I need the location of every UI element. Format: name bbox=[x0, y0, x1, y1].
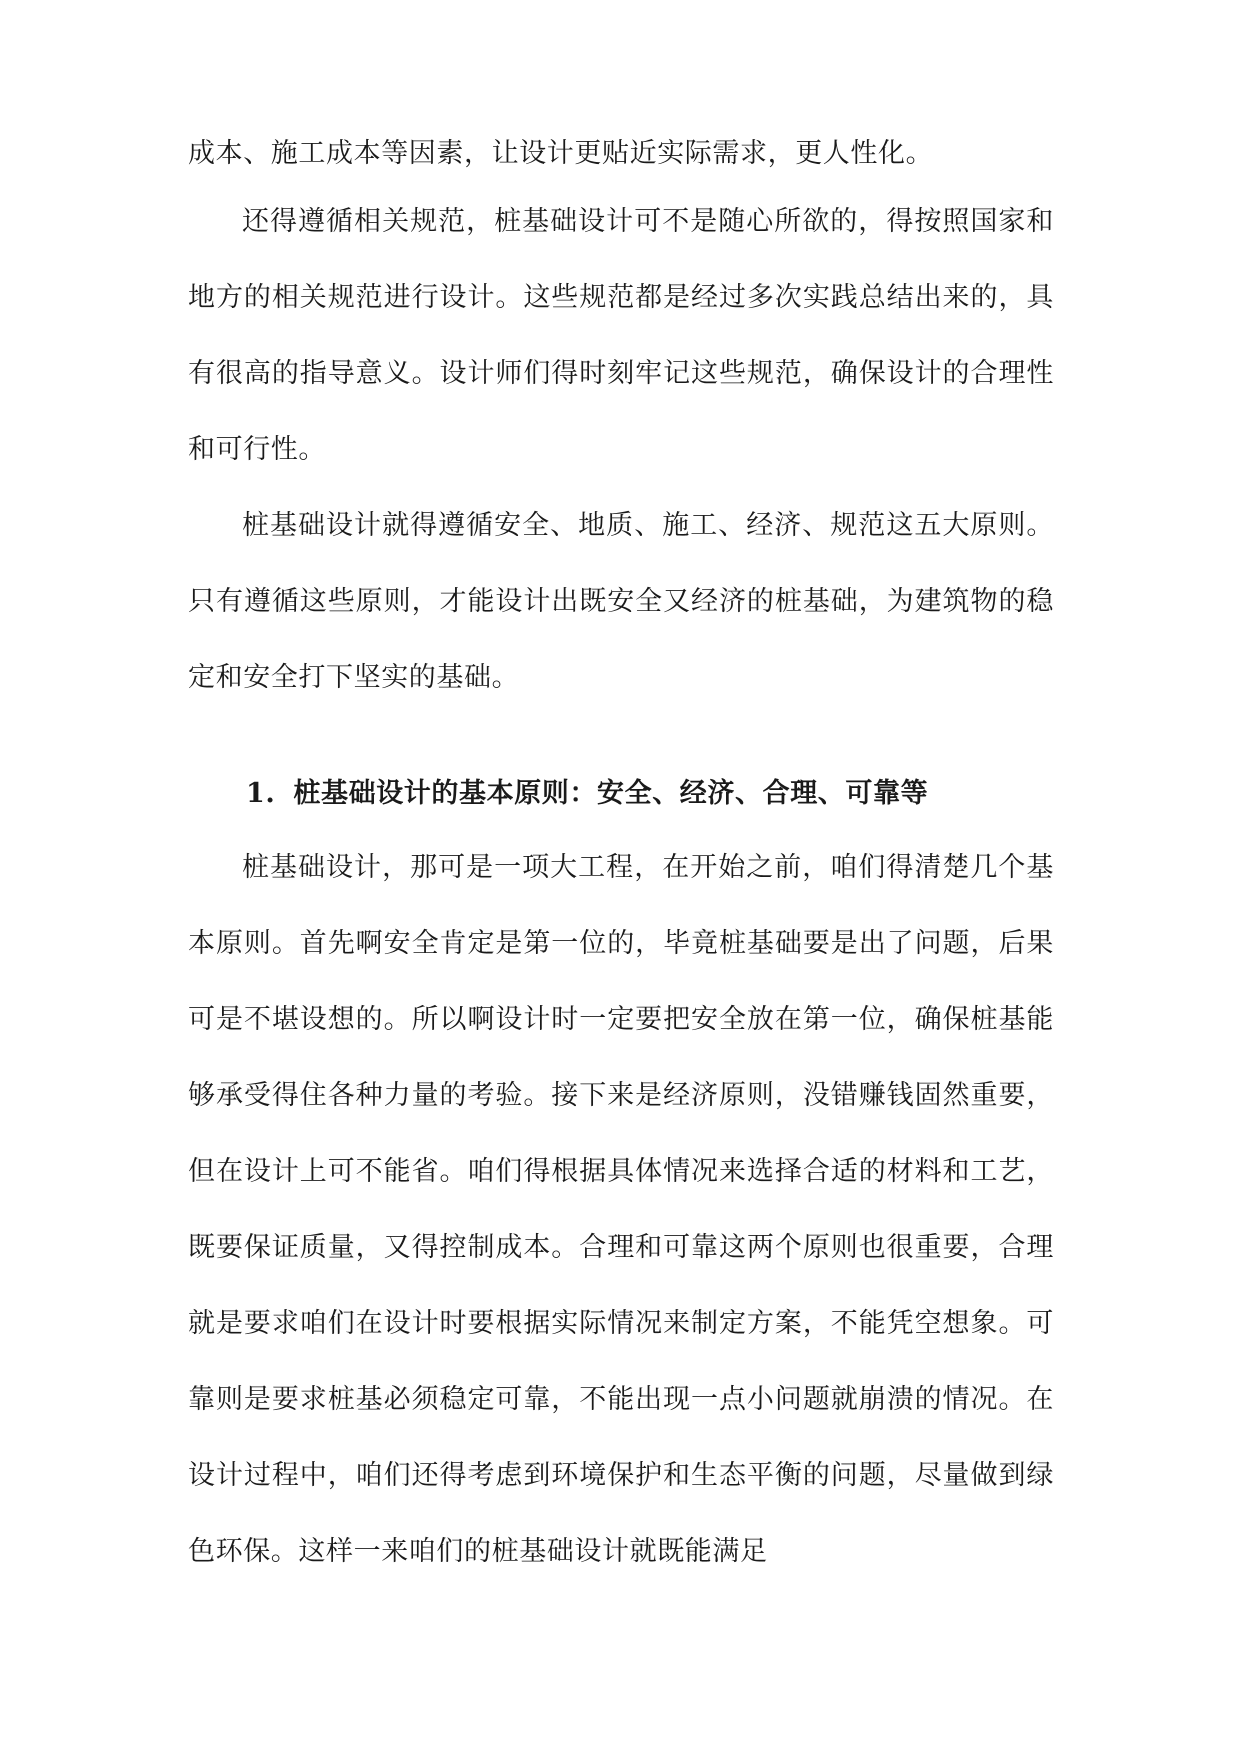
paragraph-standards: 还得遵循相关规范，桩基础设计可不是随心所欲的，得按照国家和地方的相关规范进行设计。这些规范都是经过多次实践总结出来的，具有很高的指导意义。设计师们得时刻牢记这些规范，确保设计的合理性和可行性。 bbox=[188, 206, 1054, 465]
paragraph-continuation: 成本、施工成本等因素，让设计更贴近实际需求，更人性化。 bbox=[188, 138, 934, 169]
paragraph-five-principles: 桩基础设计就得遵循安全、地质、施工、经济、规范这五大原则。只有遵循这些原则，才能设计出既安全又经济的桩基础，为建筑物的稳定和安全打下坚实的基础。 bbox=[188, 510, 1054, 693]
paragraph-basic-principles: 桩基础设计，那可是一项大工程，在开始之前，咱们得清楚几个基本原则。首先啊安全肯定是第一位的，毕竟桩基础要是出了问题，后果可是不堪设想的。所以啊设计时一定要把安全放在第一位，确保桩基能够承受得住各种力量的考验。接下来是经济原则，没错赚钱固然重要，但在设计上可不能省。咱们得根据具体情况来选择合适的材料和工艺，既要保证质量，又得控制成本。合理和可靠这两个原则也很重要，合理就是要求咱们在设计时要根据实际情况来制定方案，不能凭空想象。可靠则是要求桩基必须稳定可靠，不能出现一点小问题就崩溃的情况。在设计过程中，咱们还得考虑到环境保护和生态平衡的问题，尽量做到绿色环保。这样一来咱们的桩基础设计就既能满足 bbox=[188, 852, 1054, 1567]
section-number: 1. bbox=[246, 778, 276, 809]
section-title: 桩基础设计的基本原则：安全、经济、合理、可靠等 bbox=[293, 778, 929, 809]
section-heading bbox=[246, 774, 1066, 814]
